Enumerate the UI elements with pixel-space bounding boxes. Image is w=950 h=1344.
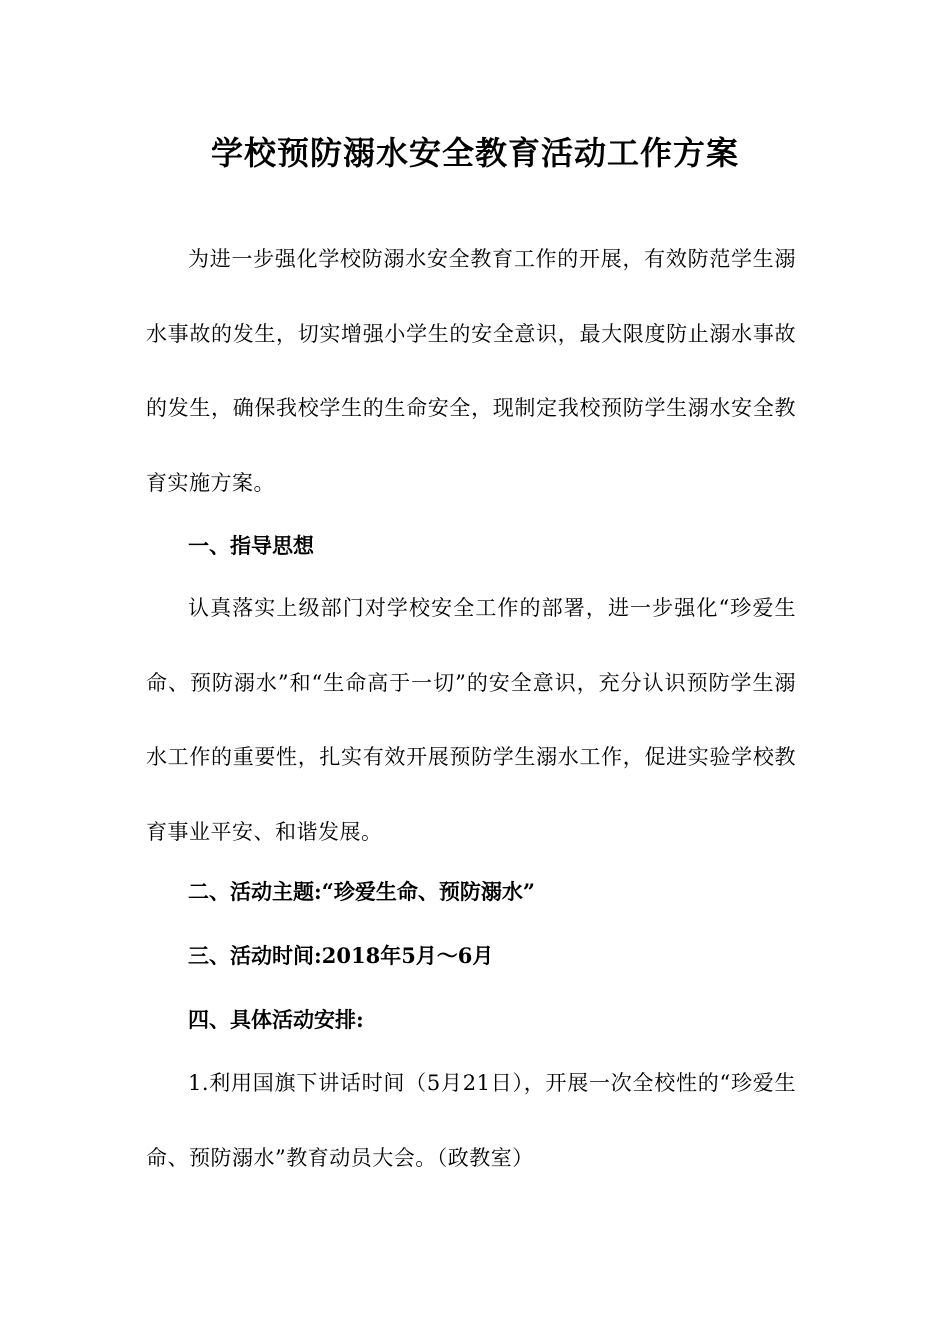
section-heading-activity-time: 三、活动时间:2018年5月～6月: [188, 943, 494, 968]
section-heading-activity-theme: 二、活动主题:“珍爱生命、预防溺水”: [188, 879, 535, 904]
intro-paragraph: 为进一步强化学校防溺水安全教育工作的开展，有效防范学生溺水事故的发生，切实增强小学生的安全意识，最大限度防止溺水事故的发生，确保我校学生的生命安全，现制定我校预防学生溺水安全教育实施方案。: [146, 247, 796, 495]
document-title: 学校预防溺水安全教育活动工作方案: [210, 134, 739, 172]
section-heading-activity-arrangement: 四、具体活动安排:: [188, 1007, 364, 1032]
section-heading-guiding-ideology: 一、指导思想: [188, 533, 314, 558]
arrangement-item-1: 1.利用国旗下讲话时间（5月21日），开展一次全校性的“珍爱生命、预防溺水”教育动员大会。（政教室）: [146, 1071, 796, 1170]
guiding-ideology-paragraph: 认真落实上级部门对学校安全工作的部署，进一步强化“珍爱生命、预防溺水”和“生命高于一切”的安全意识，充分认识预防学生溺水工作的重要性，扎实有效开展预防学生溺水工作，促进实验学校教育事业平安、和谐发展。: [146, 596, 796, 844]
